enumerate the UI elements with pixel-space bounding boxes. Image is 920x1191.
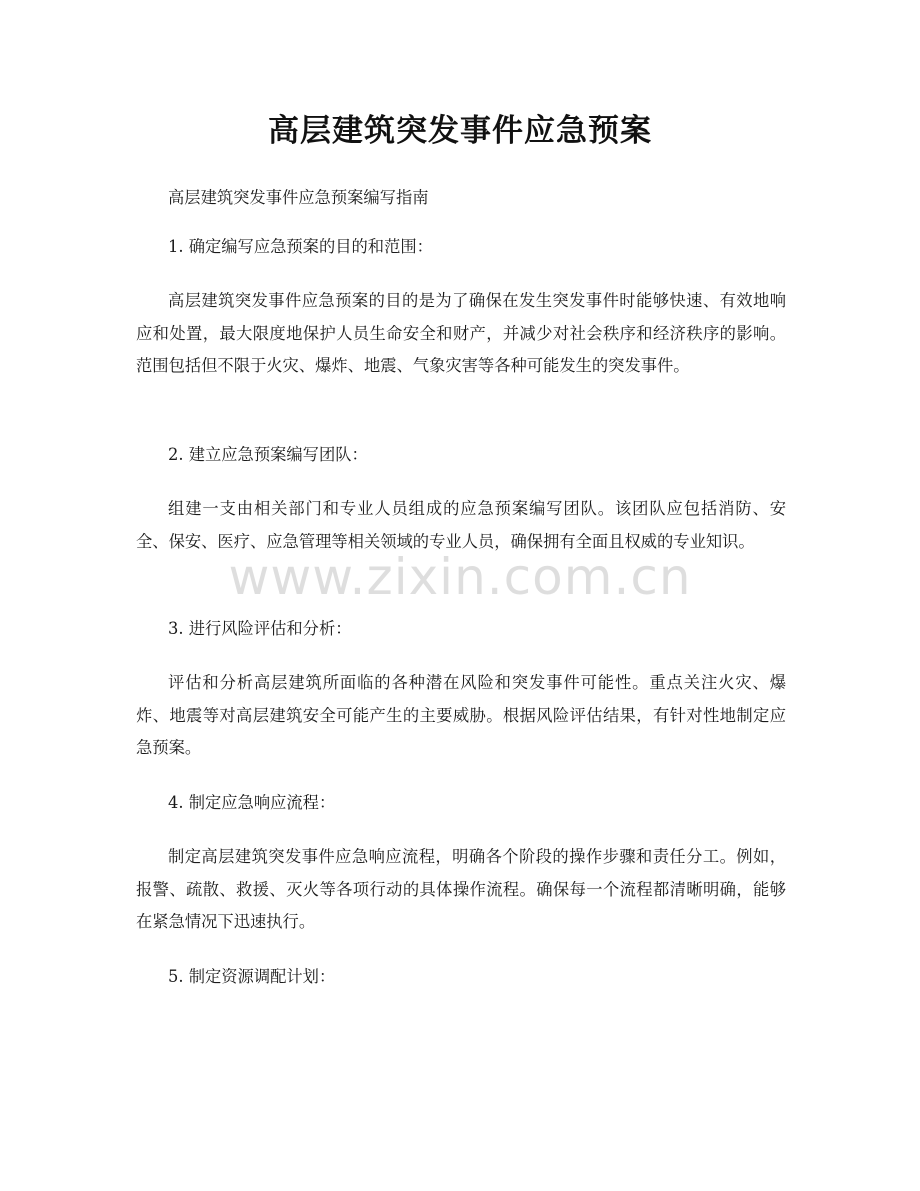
section-2-heading: 2. 建立应急预案编写团队： [168,445,368,464]
section-3-heading: 3. 进行风险评估和分析： [168,619,352,638]
page-title: 高层建筑突发事件应急预案 [268,113,652,149]
section-4-body: 制定高层建筑突发事件应急响应流程，明确各个阶段的操作步骤和责任分工。例如，报警、疏散、救援、灭火等各项行动的具体操作流程。确保每一个流程都清晰明确，能够在紧急情况下迅速执行。 [136,847,786,931]
section-1-body: 高层建筑突发事件应急预案的目的是为了确保在发生突发事件时能够快速、有效地响应和处置，最大限度地保护人员生命安全和财产，并减少对社会秩序和经济秩序的影响。范围包括但不限于火灾、爆炸、地震、气象灾害等各种可能发生的突发事件。 [136,291,786,375]
section-3-body: 评估和分析高层建筑所面临的各种潜在风险和突发事件可能性。重点关注火灾、爆炸、地震等对高层建筑安全可能产生的主要威胁。根据风险评估结果，有针对性地制定应急预案。 [136,673,786,757]
document-subtitle: 高层建筑突发事件应急预案编写指南 [168,188,429,207]
watermark: www.zixin.com.cn [228,548,692,606]
section-4-heading: 4. 制定应急响应流程： [168,793,336,812]
section-1-heading: 1. 确定编写应急预案的目的和范围： [168,237,433,256]
section-2-body: 组建一支由相关部门和专业人员组成的应急预案编写团队。该团队应包括消防、安全、保安、医疗、应急管理等相关领域的专业人员，确保拥有全面且权威的专业知识。 [136,499,786,551]
section-5-heading: 5. 制定资源调配计划： [168,967,336,986]
